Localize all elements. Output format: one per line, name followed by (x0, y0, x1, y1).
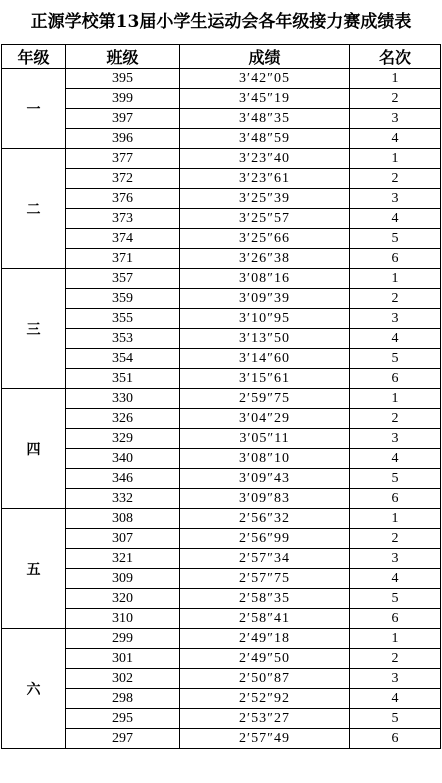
rank-cell: 5 (350, 229, 441, 249)
time-cell: 3′48″59 (180, 129, 350, 149)
time-cell: 3′25″57 (180, 209, 350, 229)
time-cell: 3′08″10 (180, 449, 350, 469)
time-cell: 3′15″61 (180, 369, 350, 389)
class-cell: 377 (66, 149, 180, 169)
header-rank: 名次 (350, 45, 441, 69)
time-cell: 3′04″29 (180, 409, 350, 429)
class-cell: 307 (66, 529, 180, 549)
class-cell: 302 (66, 669, 180, 689)
rank-cell: 2 (350, 169, 441, 189)
table-row (2, 589, 441, 609)
table-row (2, 509, 441, 529)
results-table (1, 44, 441, 749)
rank-cell: 6 (350, 489, 441, 509)
time-cell: 3′09″43 (180, 469, 350, 489)
class-cell: 399 (66, 89, 180, 109)
class-cell: 396 (66, 129, 180, 149)
class-cell: 376 (66, 189, 180, 209)
time-cell: 3′25″39 (180, 189, 350, 209)
class-cell: 308 (66, 509, 180, 529)
time-cell: 2′56″32 (180, 509, 350, 529)
class-cell: 374 (66, 229, 180, 249)
time-cell: 3′08″16 (180, 269, 350, 289)
header-grade: 年级 (2, 45, 66, 69)
table-row (2, 309, 441, 329)
table-row (2, 229, 441, 249)
rank-cell: 3 (350, 309, 441, 329)
rank-cell: 2 (350, 409, 441, 429)
rank-cell: 4 (350, 329, 441, 349)
table-row (2, 209, 441, 229)
time-cell: 2′53″27 (180, 709, 350, 729)
class-cell: 346 (66, 469, 180, 489)
class-cell: 371 (66, 249, 180, 269)
rank-cell: 6 (350, 249, 441, 269)
page-title: 正源学校第13届小学生运动会各年级接力赛成绩表 (30, 12, 412, 32)
class-cell: 355 (66, 309, 180, 329)
rank-cell: 6 (350, 729, 441, 749)
time-cell: 2′49″18 (180, 629, 350, 649)
table-row (2, 109, 441, 129)
rank-cell: 4 (350, 209, 441, 229)
table-row (2, 449, 441, 469)
grade-cell: 三 (2, 269, 66, 389)
class-cell: 295 (66, 709, 180, 729)
table-row (2, 429, 441, 449)
table-row (2, 329, 441, 349)
header-row (2, 45, 441, 69)
class-cell: 373 (66, 209, 180, 229)
time-cell: 2′52″92 (180, 689, 350, 709)
time-cell: 3′48″35 (180, 109, 350, 129)
class-cell: 372 (66, 169, 180, 189)
table-row (2, 349, 441, 369)
class-cell: 329 (66, 429, 180, 449)
class-cell: 297 (66, 729, 180, 749)
rank-cell: 1 (350, 269, 441, 289)
table-row (2, 289, 441, 309)
rank-cell: 1 (350, 149, 441, 169)
table-row (2, 669, 441, 689)
time-cell: 2′57″75 (180, 569, 350, 589)
time-cell: 3′42″05 (180, 69, 350, 89)
rank-cell: 1 (350, 629, 441, 649)
grade-cell: 六 (2, 629, 66, 749)
class-cell: 299 (66, 629, 180, 649)
class-cell: 320 (66, 589, 180, 609)
rank-cell: 2 (350, 289, 441, 309)
class-cell: 326 (66, 409, 180, 429)
time-cell: 3′10″95 (180, 309, 350, 329)
table-row (2, 129, 441, 149)
rank-cell: 1 (350, 389, 441, 409)
rank-cell: 2 (350, 649, 441, 669)
grade-cell: 一 (2, 69, 66, 149)
time-cell: 3′45″19 (180, 89, 350, 109)
time-cell: 3′09″39 (180, 289, 350, 309)
table-row (2, 549, 441, 569)
table-row (2, 389, 441, 409)
table-row (2, 369, 441, 389)
table-row (2, 709, 441, 729)
table-row (2, 649, 441, 669)
time-cell: 2′49″50 (180, 649, 350, 669)
rank-cell: 5 (350, 469, 441, 489)
class-cell: 321 (66, 549, 180, 569)
rank-cell: 1 (350, 69, 441, 89)
rank-cell: 3 (350, 109, 441, 129)
table-row (2, 89, 441, 109)
rank-cell: 3 (350, 549, 441, 569)
table-row (2, 149, 441, 169)
class-cell: 395 (66, 69, 180, 89)
rank-cell: 2 (350, 529, 441, 549)
grade-cell: 五 (2, 509, 66, 629)
table-row (2, 689, 441, 709)
table-row (2, 489, 441, 509)
table-body (2, 69, 441, 749)
time-cell: 3′23″40 (180, 149, 350, 169)
time-cell: 3′23″61 (180, 169, 350, 189)
class-cell: 310 (66, 609, 180, 629)
rank-cell: 4 (350, 689, 441, 709)
table-row (2, 269, 441, 289)
rank-cell: 6 (350, 369, 441, 389)
rank-cell: 4 (350, 569, 441, 589)
rank-cell: 5 (350, 349, 441, 369)
class-cell: 332 (66, 489, 180, 509)
table-row (2, 169, 441, 189)
class-cell: 353 (66, 329, 180, 349)
header-class: 班级 (66, 45, 180, 69)
class-cell: 298 (66, 689, 180, 709)
time-cell: 2′50″87 (180, 669, 350, 689)
rank-cell: 6 (350, 609, 441, 629)
table-row (2, 729, 441, 749)
rank-cell: 3 (350, 669, 441, 689)
table-row (2, 609, 441, 629)
class-cell: 330 (66, 389, 180, 409)
rank-cell: 1 (350, 509, 441, 529)
class-cell: 340 (66, 449, 180, 469)
grade-cell: 四 (2, 389, 66, 509)
time-cell: 3′25″66 (180, 229, 350, 249)
table-row (2, 629, 441, 649)
table-row (2, 69, 441, 89)
rank-cell: 5 (350, 709, 441, 729)
class-cell: 397 (66, 109, 180, 129)
time-cell: 2′59″75 (180, 389, 350, 409)
time-cell: 3′26″38 (180, 249, 350, 269)
time-cell: 2′58″41 (180, 609, 350, 629)
time-cell: 2′57″34 (180, 549, 350, 569)
header-score: 成绩 (180, 45, 350, 69)
table-row (2, 469, 441, 489)
class-cell: 301 (66, 649, 180, 669)
time-cell: 3′09″83 (180, 489, 350, 509)
class-cell: 351 (66, 369, 180, 389)
class-cell: 309 (66, 569, 180, 589)
class-cell: 354 (66, 349, 180, 369)
time-cell: 3′14″60 (180, 349, 350, 369)
table-row (2, 189, 441, 209)
rank-cell: 3 (350, 429, 441, 449)
rank-cell: 3 (350, 189, 441, 209)
rank-cell: 5 (350, 589, 441, 609)
rank-cell: 2 (350, 89, 441, 109)
table-row (2, 529, 441, 549)
time-cell: 2′56″99 (180, 529, 350, 549)
time-cell: 2′57″49 (180, 729, 350, 749)
class-cell: 359 (66, 289, 180, 309)
table-row (2, 249, 441, 269)
time-cell: 2′58″35 (180, 589, 350, 609)
grade-cell: 二 (2, 149, 66, 269)
class-cell: 357 (66, 269, 180, 289)
rank-cell: 4 (350, 129, 441, 149)
rank-cell: 4 (350, 449, 441, 469)
time-cell: 3′05″11 (180, 429, 350, 449)
table-row (2, 569, 441, 589)
time-cell: 3′13″50 (180, 329, 350, 349)
table-row (2, 409, 441, 429)
